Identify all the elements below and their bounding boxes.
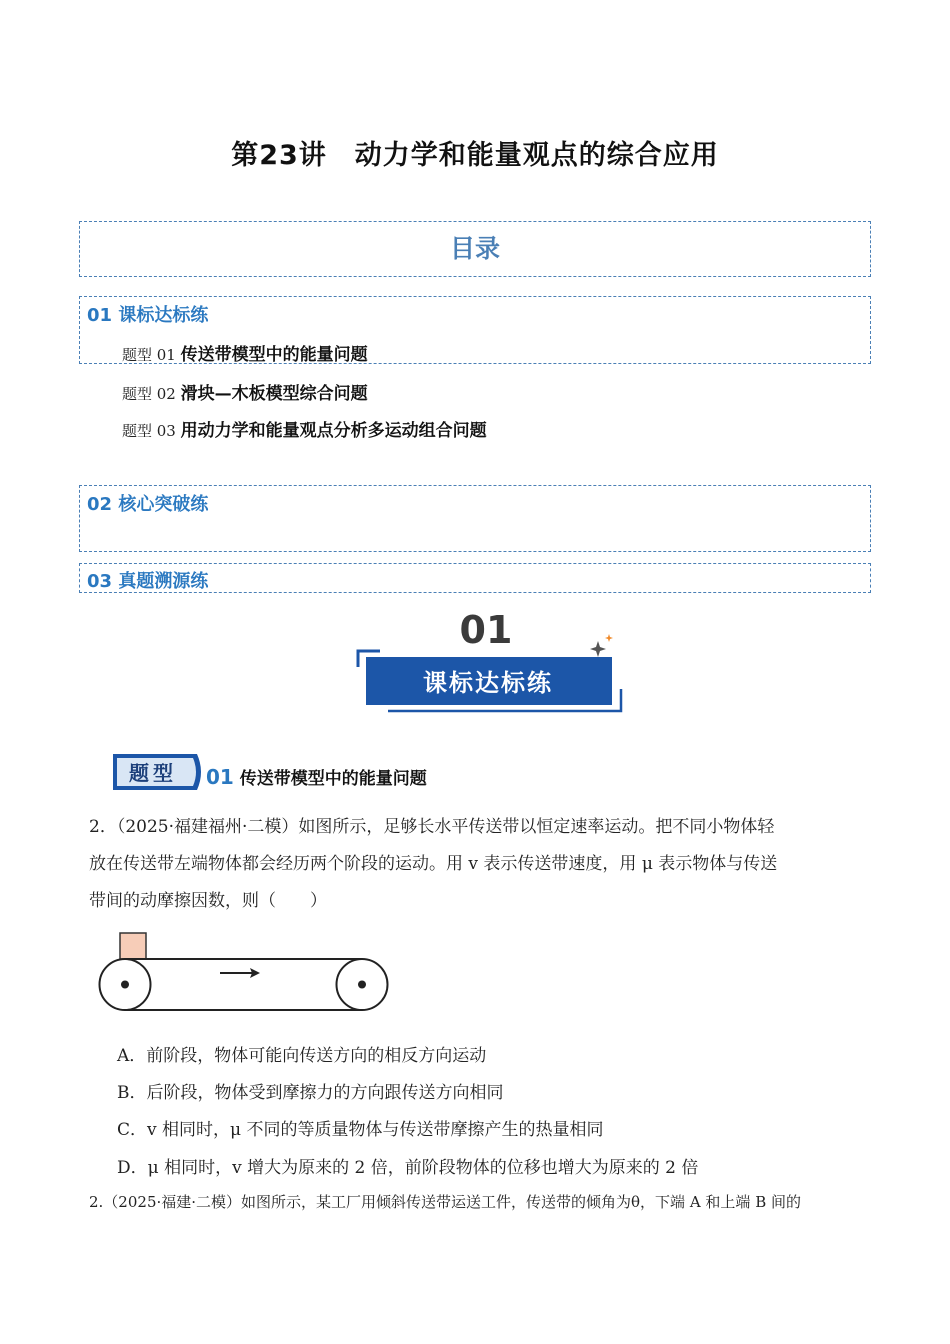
toc-item-text: 滑块—木板模型综合问题: [180, 384, 368, 404]
banner-number: 01: [459, 608, 513, 652]
type-heading: [206, 764, 427, 789]
type-heading-number: 01: [206, 765, 234, 789]
toc-header-box: [79, 221, 871, 277]
banner-label: 课标达标练: [423, 669, 553, 697]
question-1-line-3: 带间的动摩擦因数，则（ ）: [89, 891, 327, 911]
conveyor-belt-figure: [96, 930, 392, 1014]
toc-item-type02[interactable]: [122, 379, 368, 404]
question-1-line-1: 2．（2025·福建福州·二模）如图所示，足够长水平传送带以恒定速率运动。把不同小物体轻: [89, 817, 775, 837]
option-c[interactable]: C．v 相同时，μ 不同的等质量物体与传送带摩擦产生的热量相同: [117, 1120, 604, 1140]
question-2-line-1: 2.（2025·福建·二模）如图所示，某工厂用倾斜传送带运送工件，传送带的倾角为θ，下端 A 和上端 B 间的: [89, 1193, 801, 1211]
toc-item-type01[interactable]: [122, 340, 368, 365]
question-1-text: [89, 809, 869, 920]
type-heading-text: 传送带模型中的能量问题: [239, 769, 427, 789]
sparkle-icon: [590, 634, 613, 657]
option-d[interactable]: D．μ 相同时，v 增大为原来的 2 倍，前阶段物体的位移也增大为原来的 2 倍: [117, 1158, 699, 1178]
toc-item-type03[interactable]: [122, 416, 487, 441]
toc-item-text: 用动力学和能量观点分析多运动组合问题: [180, 421, 487, 441]
option-b[interactable]: B．后阶段，物体受到摩擦力的方向跟传送方向相同: [117, 1083, 504, 1103]
toc-item-prefix: 题型 02: [122, 385, 181, 403]
toc-item-text: 传送带模型中的能量问题: [180, 345, 368, 365]
toc-section-02-label[interactable]: 02 核心突破练: [87, 494, 209, 515]
toc-item-prefix: 题型 01: [122, 346, 181, 364]
type-tag-badge: [113, 754, 205, 790]
toc-heading: 目录: [449, 234, 500, 263]
type-tag-label: 题型: [129, 761, 177, 785]
toc-section-03-label[interactable]: 03 真题溯源练: [87, 571, 209, 592]
question-1-line-2: 放在传送带左端物体都会经历两个阶段的运动。用 v 表示传送带速度，用 μ 表示物体与传送: [89, 854, 778, 874]
section-banner: [350, 605, 630, 717]
option-a[interactable]: A．前阶段，物体可能向传送方向的相反方向运动: [117, 1046, 487, 1066]
toc-section-01-label[interactable]: 01 课标达标练: [87, 305, 209, 326]
block-on-belt: [120, 933, 146, 959]
toc-item-prefix: 题型 03: [122, 422, 181, 440]
arrow-right-icon: [220, 968, 260, 978]
page-title: 第23讲 动力学和能量观点的综合应用: [231, 140, 719, 171]
